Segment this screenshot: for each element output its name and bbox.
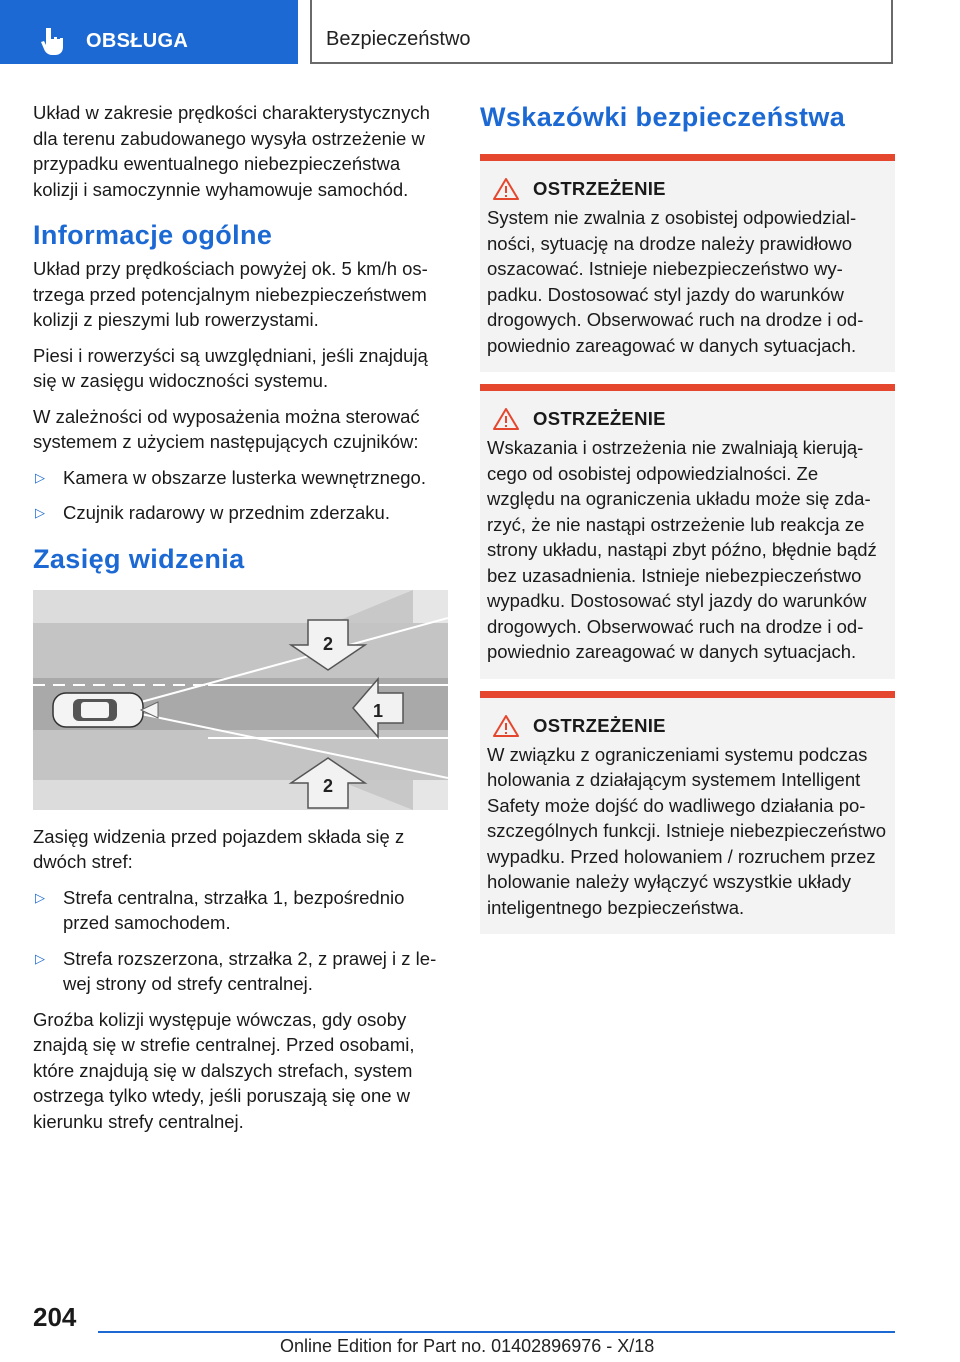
warning-box bbox=[480, 384, 895, 679]
footer-divider bbox=[98, 1331, 895, 1333]
range-paragraph-2: Groźba kolizji występuje wówczas, gdy osoby znajdą się w strefie centralnej. Przed osobami, które znajdują się w dalszych strefach, system ostrzega tylko wtedy, jeśli poruszają się one w kierunku strefy centralnej. bbox=[33, 1008, 415, 1132]
safety-heading: Wskazówki bezpieczeństwa bbox=[480, 102, 846, 132]
edition-text: Online Edition for Part no. 01402896976 - X/18 bbox=[280, 1336, 655, 1356]
general-paragraph-1: Układ przy prędkościach powyżej ok. 5 km/h ostrzega przed potencjalnym niebezpieczeństwem kolizji z pieszymi lub rowerzystami. bbox=[33, 258, 428, 330]
warning-title: OSTRZEŻENIE bbox=[533, 178, 666, 199]
left-column bbox=[33, 100, 448, 1144]
list-item-text: Czujnik radarowy w przednim zderzaku. bbox=[63, 502, 390, 523]
warning-triangle-icon bbox=[493, 177, 519, 201]
pointing-hand-icon bbox=[38, 26, 68, 56]
list-item bbox=[33, 946, 448, 997]
bullet-triangle-icon: ▷ bbox=[35, 505, 45, 520]
warning-triangle-icon bbox=[493, 407, 519, 431]
list-item-text: Strefa rozszerzona, strzałka 2, z prawej i z lewej strony od strefy centralnej. bbox=[63, 947, 437, 994]
bullet-triangle-icon: ▷ bbox=[35, 889, 45, 905]
warning-triangle-icon bbox=[493, 714, 519, 738]
chapter-title: Bezpieczeństwo bbox=[326, 28, 471, 50]
page-number: 204 bbox=[33, 1302, 77, 1332]
warning-title: OSTRZEŻENIE bbox=[533, 408, 666, 429]
general-paragraph-3: W zależności od wyposażenia można sterować systemem z użyciem następujących czujników: bbox=[33, 405, 420, 452]
list-item bbox=[33, 465, 448, 491]
bullet-triangle-icon: ▷ bbox=[35, 469, 45, 485]
general-heading: Informacje ogólne bbox=[33, 220, 273, 250]
general-paragraph-2: Piesi i rowerzyści są uwzględniani, jeśli znajdują się w zasięgu widoczności systemu. bbox=[33, 344, 428, 391]
section-label: OBSŁUGA bbox=[86, 30, 189, 52]
warning-text: Wskazania i ostrzeżenia nie zwalniają kierującego od osobistej odpowiedzialności. Ze względu na ograniczenia układu może się zdarzyć, że nie nastąpi ostrzeżenie lub reakcja ze strony układu, nastąpi zbyt późno, błędnie bądź bez uzasadnienia. Istnieje niebezpieczeństwo wypadku. Dostosować styl jazdy do warunków drogowych. Obserwować ruch na drodze i odpowiednio zareagować w danych sytuacjach. bbox=[487, 437, 877, 662]
list-item bbox=[33, 500, 448, 526]
list-item bbox=[33, 885, 448, 936]
figure-label: 1 bbox=[372, 700, 384, 721]
figure-label: 2 bbox=[322, 775, 334, 796]
warning-box bbox=[480, 691, 895, 935]
warning-text: W związku z ograniczeniami systemu podczas holowania z działającym systemem Intelligent Safety może dojść do wadliwego działania poszczególnych funkcji. Istnieje niebezpieczeństwo wypadku. Przed holowaniem / rozruchem przez holowanie należy wyłączyć wszystkie układy inteligentnego bezpieczeństwa. bbox=[487, 743, 886, 918]
figure-label: 2 bbox=[322, 633, 334, 654]
chapter-header bbox=[310, 0, 893, 64]
bullet-triangle-icon: ▷ bbox=[35, 950, 45, 966]
range-paragraph-1: Zasięg widzenia przed pojazdem składa się z dwóch stref: bbox=[33, 825, 405, 872]
car-icon bbox=[53, 693, 143, 727]
section-tab[interactable] bbox=[0, 0, 298, 64]
range-heading: Zasięg widzenia bbox=[33, 543, 245, 574]
warning-title: OSTRZEŻENIE bbox=[533, 714, 666, 736]
list-item-text: Kamera w obszarze lusterka wewnętrznego. bbox=[63, 466, 426, 488]
warning-text: System nie zwalnia z osobistej odpowiedzialności, sytuację na drodze należy prawidłowo oszacować. Istnieje niebezpieczeństwo wypadku. Dostosować styl jazdy do warunków drogowych. Obserwować ruch na drodze i odpowiednio zareagować w danych sytuacjach. bbox=[487, 207, 864, 356]
list-item-text: Strefa centralna, strzałka 1, bezpośrednio przed samochodem. bbox=[63, 886, 405, 933]
detection-range-figure bbox=[33, 590, 448, 810]
warning-box bbox=[480, 154, 895, 372]
intro-paragraph: Układ w zakresie prędkości charakterystycznych dla terenu zabudowanego wysyła ostrzeżenie w przypadku ewentualnego niebezpieczeństwa kolizji i samoczynnie wyhamowuje samochód. bbox=[33, 102, 430, 200]
right-column bbox=[480, 100, 895, 946]
